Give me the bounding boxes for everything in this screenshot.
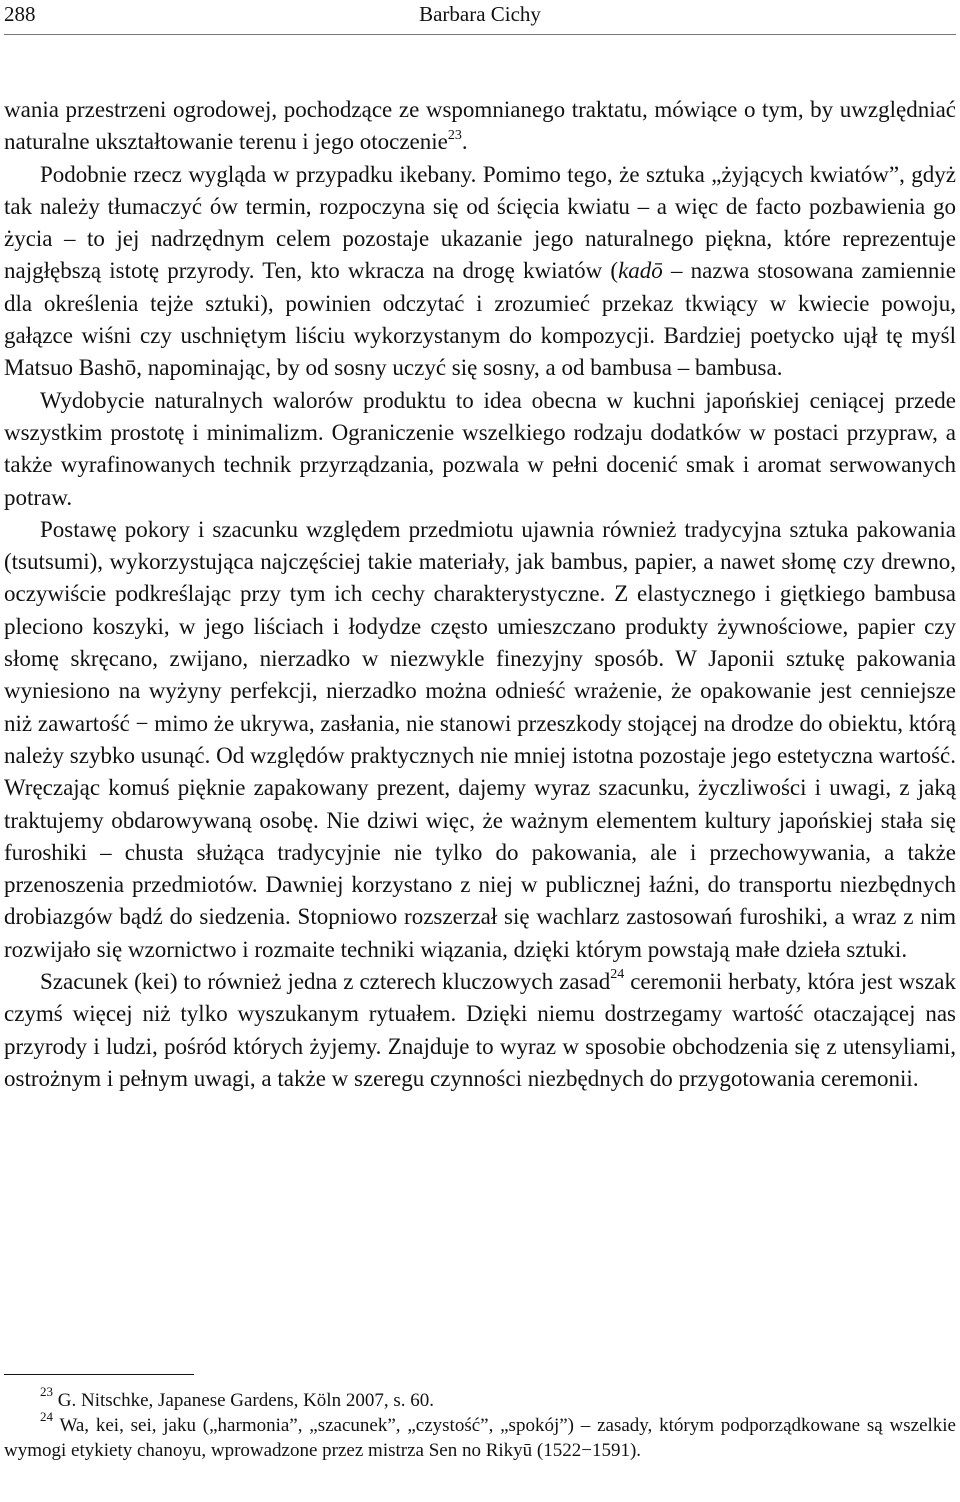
paragraph-3: Wydobycie naturalnych walorów produktu to idea obecna w kuchni japońskiej ceniącej przede wszystkim prostotę i minimalizm. Ograniczenie wszelkiego rodzaju dodatków w postaci przypraw, a także wyrafinowanych technik przyrządzania, pozwala w pełni docenić smak i aromat serwowanych potraw. [4, 387, 956, 510]
page-header [4, 0, 956, 32]
footnote-text-24: Wa, kei, sei, jaku („harmonia”, „szacunek”, „czystość”, „spokój”) – zasady, którym podporządkowane są wszelkie wymogi etykiety chanoyu, wprowadzone przez mistrza Sen no Rikyū (1522−1591). [4, 1415, 956, 1461]
footnote-number-24: 24 [40, 1408, 53, 1424]
footnote-number-23: 23 [40, 1383, 53, 1399]
running-title: Barbara Cichy [419, 2, 541, 26]
footnote-rule [4, 1374, 194, 1375]
paragraph-5 [4, 966, 956, 1095]
paragraph-2-part-b: – nazwa stosowana zamiennie dla określenia tejże sztuki), powinien odczytać i zrozumieć przekaz tkwiący w kwiecie powoju, gałązce wiśni czy uschniętym liściu wykorzystanym do kompozycji. Bardziej poetycko ujął tę myśl Matsuo Bashō, napominając, by od sosny uczyć się sosny, a od bambusa – bambusa. [4, 258, 956, 381]
page-number: 288 [4, 2, 36, 26]
paragraph-4: Postawę pokory i szacunku względem przedmiotu ujawnia również tradycyjna sztuka pakowania (tsutsumi), wykorzystująca najczęściej takie materiały, jak bambus, papier, a nawet słomę czy drewno, oczywiście podkreślając przy tym ich cechy charakterystyczne. Z elastycznego i giętkiego bambusa pleciono koszyki, w jego liściach i łodydze często umieszczano produkty żywnościowe, papier czy słomę skręcano, zwijano, nierzadko w niezwykle finezyjny sposób. W Japonii sztukę pakowania wyniesiono na wyżyny perfekcji, nierzadko można odnieść wrażenie, że opakowanie jest cenniejsze niż zawartość − mimo że ukrywa, zasłania, nie stanowi przeszkody stojącej na drodze do obiektu, którą należy szybko usunąć. Od względów praktycznych nie mniej istotna pozostaje jego estetyczna wartość. Wręczając komuś pięknie zapakowany prezent, dajemy wyraz szacunku, życzliwości i uwagi, z jaką traktujemy obdarowywaną osobę. Nie dziwi więc, że ważnym elementem kultury japońskiej stała się furoshiki – chusta służąca tradycyjnie nie tylko do pakowania, ale i przechowywania, a także przenoszenia przedmiotów. Dawniej korzystano z niej w publicznej łaźni, do transportu niezbędnych drobiazgów bądź do siedzenia. Stopniowo rozszerzał się wachlarz zastosowań furoshiki, a wraz z nim rozwijało się wzornictwo i rozmaite techniki wiązania, dzięki którym powstają małe dzieła sztuki. [4, 516, 956, 962]
paragraph-5-part-a: Szacunek (kei) to również jedna z czterech kluczowych zasad [40, 969, 611, 995]
footnote-ref-24: 24 [610, 967, 625, 983]
footnote-24 [4, 1408, 956, 1463]
footnote-ref-23: 23 [447, 127, 462, 143]
main-text [4, 94, 956, 1095]
footnote-text-23: G. Nitschke, Japanese Gardens, Köln 2007, s. 60. [53, 1390, 434, 1411]
paragraph-1-tail: . [461, 129, 468, 155]
term-kado: kadō [618, 258, 663, 284]
paragraph-1 [4, 94, 956, 159]
paragraph-1-text: wania przestrzeni ogrodowej, pochodzące ze wspomnianego traktatu, mówiące o tym, by uwzględniać naturalne ukształtowanie terenu i jego otoczenie [4, 97, 956, 155]
footnotes [4, 1383, 956, 1463]
footnote-23 [4, 1383, 956, 1413]
paragraph-5-part-b: ceremonii herbaty, która jest wszak czymś więcej niż tylko wyszukanym rytuałem. Dzięki niemu dostrzegamy wartość otaczającej nas przyrody i ludzi, pośród których żyjemy. Znajduje to wyraz w sposobie obchodzenia się z utensyliami, ostrożnym i pełnym uwagi, a także w szeregu czynności niezbędnych do przygotowania ceremonii. [4, 969, 956, 1091]
paragraph-2-part-a: Podobnie rzecz wygląda w przypadku ikebany. Pomimo tego, że sztuka „żyjących kwiatów”, gdyż tak należy tłumaczyć ów termin, rozpoczyna się od ścięcia kwiatu – a więc de facto pozbawienia go życia – to jej nadrzędnym celem pozostaje ukazanie jego naturalnego piękna, które reprezentuje najgłębszą istotę przyrody. Ten, kto wkracza na drogę kwiatów ( [4, 161, 956, 284]
header-rule [4, 34, 956, 35]
paragraph-2 [4, 159, 956, 385]
